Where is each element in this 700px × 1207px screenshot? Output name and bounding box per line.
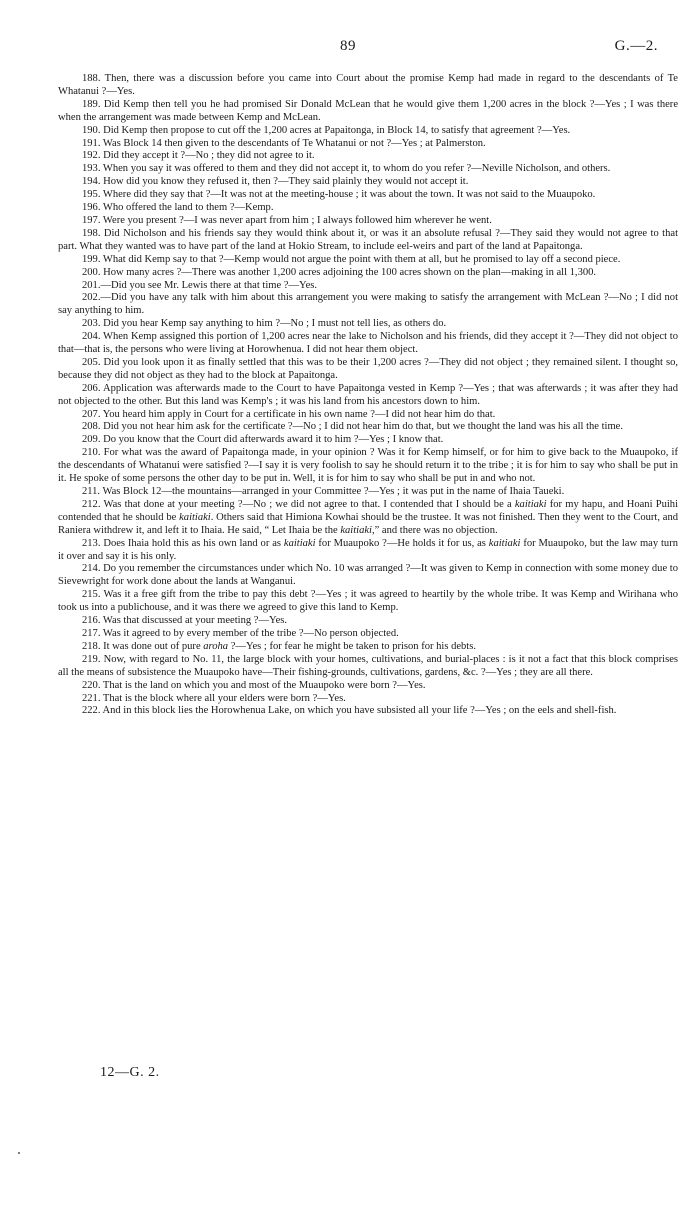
testimony-body [58,73,678,718]
testimony-paragraph: 198. Did Nicholson and his friends say they would think about it, or was it an absolute refusal ?—They said they would not agree to that part. What they wanted was to have part of the land at Hokio Stream, to include eel-weirs and part of the land at Papaitonga. [58,227,678,252]
testimony-paragraph: 206. Application was afterwards made to the Court to have Papaitonga vested in Kemp ?—Yes ; that was afterwards ; it was after they had not objected to the other. But this land was Kemp's ; it was his land from his ancestors down to him. [58,382,678,407]
testimony-paragraph: 211. Was Block 12—the mountains—arranged in your Committee ?—Yes ; it was put in the name of Ihaia Taueki. [82,486,565,497]
scan-speck [18,1152,20,1154]
testimony-paragraph: 191. Was Block 14 then given to the descendants of Te Whatanui or not ?—Yes ; at Palmerston. [82,137,486,149]
testimony-paragraph: 207. You heard him apply in Court for a certificate in his own name ?—I did not hear him do that. [82,408,496,420]
testimony-paragraph: 188. Then, there was a discussion before you came into Court about the promise Kemp had made in regard to the descendants of Te Whatanui ?—Yes. [58,73,678,97]
testimony-paragraph: 193. When you say it was offered to them and they did not accept it, to whom do you refer ?—Neville Nicholson, and others. [82,163,611,175]
testimony-paragraph: 201.—Did you see Mr. Lewis there at that time ?—Yes. [82,279,318,291]
testimony-paragraph: 218. It was done out of pure aroha ?—Yes ; for fear he might be taken to prison for his debts. [82,640,476,652]
testimony-paragraph: 194. How did you know they refused it, then ?—They said plainly they would not accept it. [82,176,469,188]
testimony-paragraph: 222. And in this block lies the Horowhenua Lake, on which you have subsisted all your life ?—Yes ; on the eels and shell-fish. [82,705,617,717]
testimony-paragraph: 205. Did you look upon it as finally settled that this was to be their 1,200 acres ?—They did not object ; they remained silent. I thought so, because they did not object as they had to the block at Papaitonga. [58,356,678,381]
testimony-paragraph: 214. Do you remember the circumstances under which No. 10 was arranged ?—It was given to Kemp in connection with some money due to Sievewright for work done about the lands at Wanganui. [58,563,678,588]
testimony-paragraph: 213. Does Ihaia hold this as his own land or as kaitiaki for Muaupoko ?—He holds it for us, as kaitiaki for Muaupoko, but the law may turn it over and say it is his only. [58,537,678,562]
testimony-paragraph: 195. Where did they say that ?—It was not at the meeting-house ; it was about the town. It was not said to the Muaupoko. [82,189,596,201]
document-reference: G.—2. [614,38,658,54]
printer-signature: 12—G. 2. [100,1065,160,1080]
testimony-paragraph: 202.—Did you have any talk with him about this arrangement you were making to satisfy the arrangement with McLean ?—No ; I did not say anything to him. [58,292,678,317]
page-header [0,38,700,60]
testimony-paragraph: 208. Did you not hear him ask for the certificate ?—No ; I did not hear him do that, but we thought the land was his all the time. [82,421,623,433]
testimony-paragraph: 210. For what was the award of Papaitonga made, in your opinion ? Was it for Kemp himself, or for him to give back to the Muaupoko, if the descendants of Whatanui were satisfied ?—I say it is very foolish to say he should return it to the tribe ; it is for him to say who shall be put in it. He spoke of some persons the other day to be put in. Well, it is for him to say who shall be put in and who not. [58,447,678,485]
testimony-paragraph: 221. That is the block where all your elders were born ?—Yes. [82,692,346,704]
testimony-paragraph: 215. Was it a free gift from the tribe to pay this debt ?—Yes ; it was agreed to heartily by the whole tribe. It was Kemp and Wirihana who took us into a publichouse, and it was there we agreed to give this land to Kemp. [58,589,678,614]
testimony-paragraph: 209. Do you know that the Court did afterwards award it to him ?—Yes ; I know that. [82,434,444,446]
testimony-paragraph: 216. Was that discussed at your meeting ?—Yes. [82,615,287,627]
testimony-paragraph: 219. Now, with regard to No. 11, the large block with your homes, cultivations, and burial-places : is it not a fact that this block comprises all the means of subsistence the Muaupoko have—Their fishing-grounds, cultivations, gardens, &c. ?—Yes ; they are all there. [58,653,678,678]
testimony-paragraph: 220. That is the land on which you and most of the Muaupoko were born ?—Yes. [82,679,426,691]
testimony-paragraph: 190. Did Kemp then propose to cut off the 1,200 acres at Papaitonga, in Block 14, to satisfy that agreement ?—Yes. [82,124,571,136]
testimony-paragraph: 197. Were you present ?—I was never apart from him ; I always followed him wherever he went. [82,214,492,226]
testimony-paragraph: 204. When Kemp assigned this portion of 1,200 acres near the lake to Nicholson and his friends, did they accept it ?—They did not object to that—that is, the persons who were living at Horowhenua. I did not hear them object. [58,331,678,356]
testimony-paragraph: 200. How many acres ?—There was another 1,200 acres adjoining the 100 acres shown on the plan—making in all 1,300. [82,266,597,278]
testimony-paragraph: 192. Did they accept it ?—No ; they did not agree to it. [82,150,315,162]
testimony-paragraph: 189. Did Kemp then tell you he had promised Sir Donald McLean that he would give them 1,200 acres in the block ?—Yes ; I was there when the arrangement was made between Kemp and McLean. [58,98,678,123]
testimony-paragraph: 212. Was that done at your meeting ?—No ; we did not agree to that. I contended that I should be a kaitiaki for my hapu, and Hoani Puihi contended that he should be kaitiaki. Others said that Himiona Kowhai should be the trustee. It was not finished. Then they went to the Court, and Raniera withdrew it, and left it to Ihaia. He said, “ Let Ihaia be the kaitiaki,” and there was no objection. [58,498,678,536]
testimony-paragraph: 199. What did Kemp say to that ?—Kemp would not argue the point with them at all, but he promised to lay off a second piece. [82,253,621,265]
page-number: 89 [340,38,356,54]
testimony-paragraph: 203. Did you hear Kemp say anything to him ?—No ; I must not tell lies, as others do. [82,318,447,330]
testimony-paragraph: 217. Was it agreed to by every member of the tribe ?—No person objected. [82,627,399,639]
testimony-paragraph: 196. Who offered the land to them ?—Kemp. [82,202,274,214]
